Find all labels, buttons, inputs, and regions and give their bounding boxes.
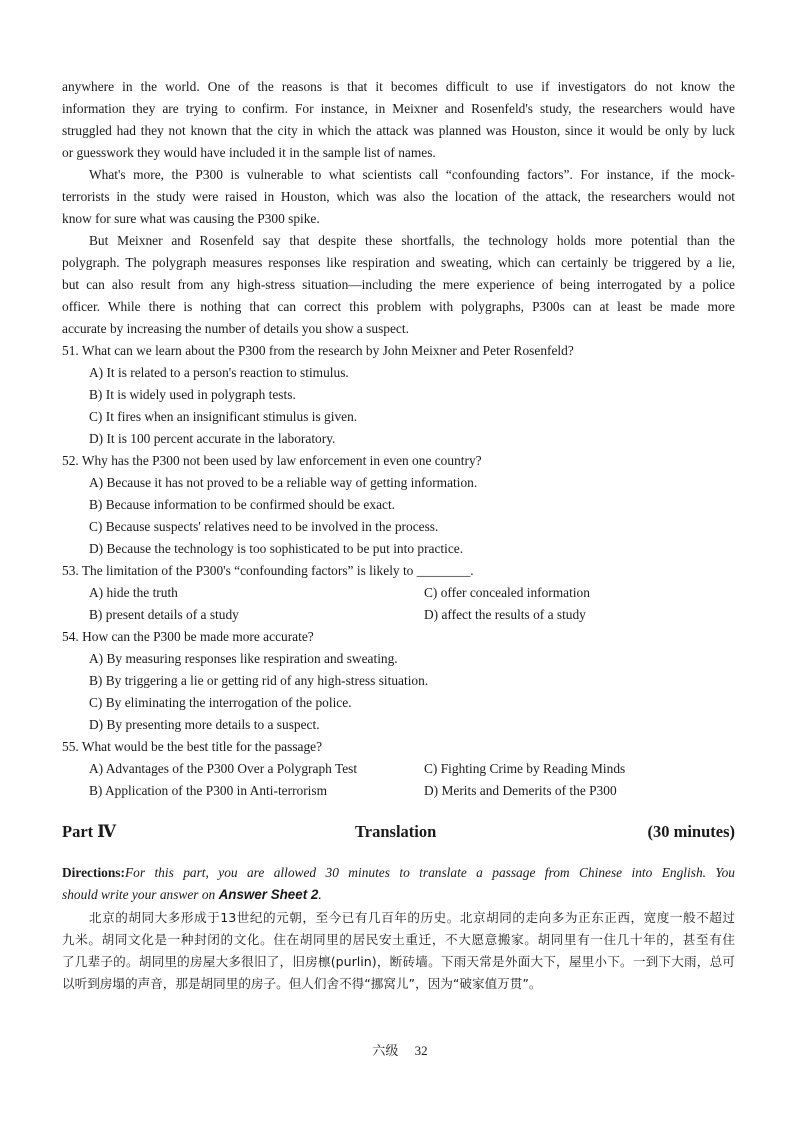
question-stem: 54. How can the P300 be made more accurate? bbox=[62, 629, 314, 644]
passage-line: But Meixner and Rosenfeld say that despite these shortfalls, the technology holds more potential than the bbox=[89, 233, 735, 248]
question-stem: 51. What can we learn about the P300 from the research by John Meixner and Peter Rosenfeld? bbox=[62, 343, 574, 358]
answer-option[interactable]: B) Because information to be confirmed should be exact. bbox=[89, 497, 396, 512]
answer-option[interactable]: C) It fires when an insignificant stimulus is given. bbox=[89, 409, 358, 424]
answer-option[interactable]: C) By eliminating the interrogation of the police. bbox=[89, 695, 352, 710]
chinese-line: 以听到房塌的声音，那是胡同里的房子。但人们舍不得“挪窝儿”，因为“破家值万贯”。 bbox=[62, 976, 542, 991]
passage-line: accurate by increasing the number of details you show a suspect. bbox=[62, 321, 409, 336]
answer-option[interactable]: B) Application of the P300 in Anti-terrorism bbox=[89, 783, 328, 798]
directions-line1: For this part, you are allowed 30 minutes to translate a passage from Chinese into English. You bbox=[124, 865, 735, 880]
chinese-line: 北京的胡同大多形成于13世纪的元朝，至今已有几百年的历史。北京胡同的走向多为正东正西，宽度一般不超过 bbox=[89, 910, 735, 925]
answer-option[interactable]: A) hide the truth bbox=[89, 585, 178, 600]
directions-label: Directions: bbox=[62, 865, 125, 880]
part-time: (30 minutes) bbox=[647, 822, 735, 841]
answer-sheet: Answer Sheet 2 bbox=[218, 887, 319, 902]
passage-line: information they are trying to confirm. For instance, in Meixner and Rosenfeld's study, the researchers would have bbox=[62, 101, 735, 116]
option-row bbox=[62, 604, 735, 626]
answer-option[interactable]: B) It is widely used in polygraph tests. bbox=[89, 387, 296, 402]
passage-line: anywhere in the world. One of the reasons is that it becomes difficult to use if investigators do not know the bbox=[62, 79, 735, 94]
passage-line: What's more, the P300 is vulnerable to what scientists call “confounding factors”. For instance, if the mock- bbox=[89, 167, 735, 182]
passage-line: know for sure what was causing the P300 spike. bbox=[62, 211, 320, 226]
part-header bbox=[62, 822, 735, 846]
question-stem: 52. Why has the P300 not been used by law enforcement in even one country? bbox=[62, 453, 482, 468]
answer-option[interactable]: A) By measuring responses like respiration and sweating. bbox=[89, 651, 398, 666]
answer-option[interactable]: A) Because it has not proved to be a reliable way of getting information. bbox=[89, 475, 478, 490]
answer-option[interactable]: D) affect the results of a study bbox=[424, 607, 586, 622]
page-number: 32 bbox=[414, 1043, 428, 1058]
answer-option[interactable]: D) Because the technology is too sophisticated to be put into practice. bbox=[89, 541, 464, 556]
passage-line: but can also result from any high-stress situation—including the mere experience of being interrogated by a police bbox=[62, 277, 735, 292]
passage bbox=[62, 76, 735, 340]
option-row bbox=[62, 582, 735, 604]
answer-option[interactable]: A) Advantages of the P300 Over a Polygraph Test bbox=[89, 761, 358, 776]
chinese-line: 了几辈子的。胡同里的房屋大多很旧了，旧房檩(purlin)，断砖墙。下雨天常是外面大下，屋里小下。一到下大雨，总可 bbox=[62, 954, 735, 969]
passage-line: struggled had they not known that the city in which the attack was planned was Houston, since it would be only by luck bbox=[62, 123, 735, 138]
answer-option[interactable]: B) present details of a study bbox=[89, 607, 239, 622]
part-label: Part Ⅳ bbox=[62, 822, 116, 841]
answer-option[interactable]: D) Merits and Demerits of the P300 bbox=[424, 783, 617, 798]
chinese-passage bbox=[62, 907, 735, 995]
answer-option[interactable]: D) By presenting more details to a suspect. bbox=[89, 717, 320, 732]
chinese-line: 九米。胡同文化是一种封闭的文化。住在胡同里的居民安土重迁，不大愿意搬家。胡同里有一住几十年的，甚至有住 bbox=[62, 932, 735, 947]
answer-option[interactable]: C) Because suspects' relatives need to be involved in the process. bbox=[89, 519, 439, 534]
option-row bbox=[62, 780, 735, 802]
exam-level: 六级 bbox=[372, 1043, 399, 1058]
answer-option[interactable]: A) It is related to a person's reaction to stimulus. bbox=[89, 365, 349, 380]
part-title: Translation bbox=[355, 822, 437, 841]
passage-line: officer. While there is nothing that can correct this problem with polygraphs, P300s can at least be made more bbox=[62, 299, 735, 314]
answer-option[interactable]: C) offer concealed information bbox=[424, 585, 590, 600]
directions bbox=[62, 862, 735, 906]
passage-line: polygraph. The polygraph measures responses like respiration and sweating, which can certainly be triggered by a lie, bbox=[62, 255, 735, 270]
directions-period: . bbox=[318, 887, 322, 902]
question-stem: 55. What would be the best title for the passage? bbox=[62, 739, 323, 754]
passage-line: or guesswork they would have included it in the sample list of names. bbox=[62, 145, 436, 160]
page-footer bbox=[0, 1040, 800, 1059]
answer-option[interactable]: C) Fighting Crime by Reading Minds bbox=[424, 761, 626, 776]
questions bbox=[62, 340, 735, 802]
option-row bbox=[62, 758, 735, 780]
question-stem: 53. The limitation of the P300's “confounding factors” is likely to ________. bbox=[62, 563, 474, 578]
answer-option[interactable]: B) By triggering a lie or getting rid of any high-stress situation. bbox=[89, 673, 429, 688]
answer-option[interactable]: D) It is 100 percent accurate in the laboratory. bbox=[89, 431, 336, 446]
passage-line: terrorists in the study were raised in Houston, which was also the location of the attack, the researchers would not bbox=[62, 189, 735, 204]
directions-line2: should write your answer on bbox=[62, 887, 219, 902]
